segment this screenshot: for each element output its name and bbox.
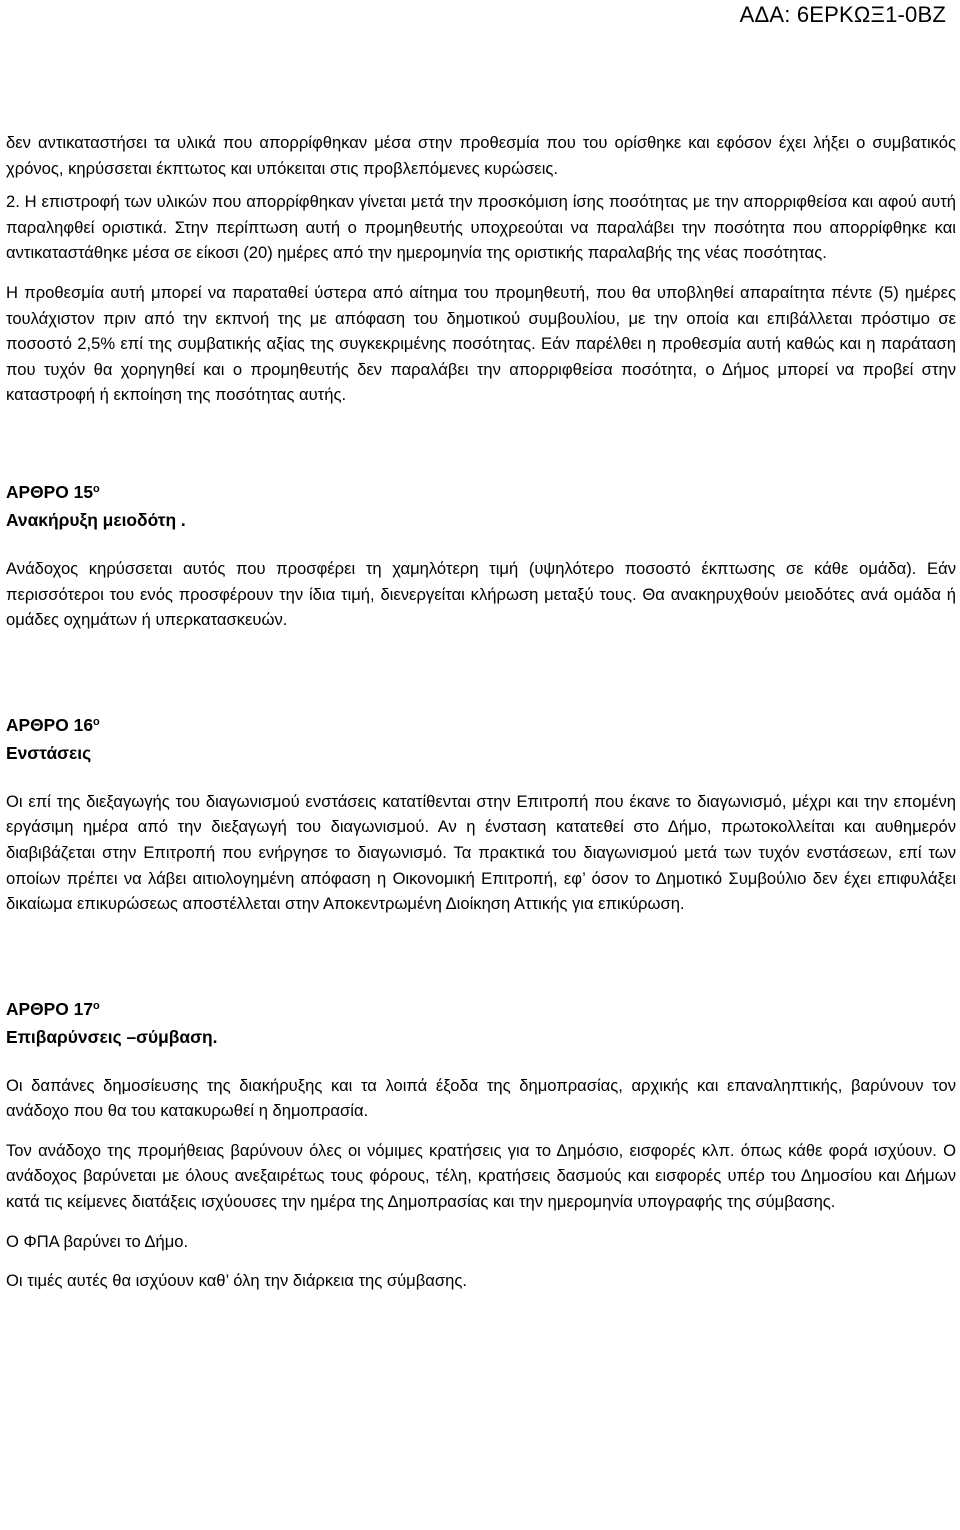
ordinal-mark: ο [93, 482, 100, 495]
ordinal-mark: ο [93, 999, 100, 1012]
paragraph: δεν αντικαταστήσει τα υλικά που απορρίφθηκαν μέσα στην προθεσμία που του ορίσθηκε και εφόσον έχει λήξει ο συμβατικός χρόνος, κηρύσσεται έκπτωτος και υπόκειται στις προβλεπόμενες κυρώσεις. [6, 133, 956, 178]
article-label: ΑΡΘΡΟ 15 [6, 481, 93, 502]
ordinal-mark: ο [93, 715, 100, 728]
paragraph: 2. Η επιστροφή των υλικών που απορρίφθηκαν γίνεται μετά την προσκόμιση ίσης ποσότητας με την απορριφθείσα και αφού αυτή παραληφθεί οριστικά. Στην περίπτωση αυτή ο προμηθευτής υποχρεούται να παραλάβει την ποσότητα που απορρίφθηκε και αντικαταστάθηκε μέσα σε είκοσι (20) ημέρες από την ημερομηνία της οριστικής παραλαβής της νέας ποσότητας. [6, 192, 956, 263]
article-15-title [6, 478, 956, 506]
article-16-title [6, 711, 956, 739]
document-code: ΑΔΑ: 6ΕΡΚΩΞ1-0ΒΖ [739, 2, 946, 27]
paragraph: Ο ΦΠΑ βαρύνει το Δήμο. [6, 1231, 189, 1251]
paragraph: Οι τιμές αυτές θα ισχύουν καθ’ όλη την διάρκεια της σύμβασης. [6, 1271, 467, 1291]
paragraph: Η προθεσμία αυτή μπορεί να παραταθεί ύστερα από αίτημα του προμηθευτή, που θα υποβληθεί απαραίτητα πέντε (5) ημέρες τουλάχιστον πριν από την εκπνοή της με απόφαση του δημοτικού συμβουλίου, με την οποία και επιβάλλεται πρόστιμο σε ποσοστό 2,5% επί της συμβατικής αξίας της συγκεκριμένης ποσότητας. Εάν παρέλθει η προθεσμία αυτή καθώς και η παράταση που τυχόν θα χορηγηθεί και ο προμηθευτής δεν παραλάβει την απορριφθείσα ποσότητα, ο Δήμος μπορεί να προβεί στην καταστροφή ή εκποίηση της ποσότητας αυτής. [6, 282, 956, 405]
paragraph: Ανάδοχος κηρύσσεται αυτός που προσφέρει τη χαμηλότερη τιμή (υψηλότερο ποσοστό έκπτωσης σε κάθε ομάδα). Εάν περισσότεροι του ενός προσφέρουν την ίδια τιμή, διενεργείται κλήρωση μεταξύ τους. Θα ανακηρυχθούν μειοδότες ανά ομάδα ή ομάδες οχημάτων ή υπερκατασκευών. [6, 558, 956, 630]
article-16-subtitle: Ενστάσεις [6, 742, 92, 763]
paragraph: Οι δαπάνες δημοσίευσης της διακήρυξης και τα λοιπά έξοδα της δημοπρασίας, αρχικής και επαναληπτικής, βαρύνουν τον ανάδοχο που θα του κατακυρωθεί η δημοπρασία. [6, 1075, 956, 1121]
paragraph: Τον ανάδοχο της προμήθειας βαρύνουν όλες οι νόμιμες κρατήσεις για το Δημόσιο, εισφορές κλπ. όπως κάθε φορά ισχύουν. Ο ανάδοχος βαρύνεται με όλους ανεξαιρέτως τους φόρους, τέλη, κρατήσεις δασμούς και εισφορές υπέρ του Δημοσίου και Δήμων κατά τις κείμενες διατάξεις ισχύουσες την ημέρα της Δημοπρασίας και την ημερομηνία υπογραφής της σύμβασης. [6, 1140, 956, 1212]
article-label: ΑΡΘΡΟ 17 [6, 998, 93, 1019]
paragraph: Οι επί της διεξαγωγής του διαγωνισμού ενστάσεις κατατίθενται στην Επιτροπή που έκανε το διαγωνισμό, μέχρι και την επομένη εργάσιμη ημέρα από την διεξαγωγή του διαγωνισμού. Αν η ένσταση κατατεθεί στο Δήμο, πρωτοκολλείται και αυθημερόν διαβιβάζεται στην Επιτροπή που ενήργησε το διαγωνισμό. Τα πρακτικά του διαγωνισμού μετά των τυχόν ενστάσεων, επί των οποίων πρέπει να λάβει αιτιολογημένη απόφαση η Οικονομική Επιτροπή, εφ’ όσον το Δημοτικό Συμβούλιο δεν έχει επιφυλάξει δικαίωμα επικυρώσεως αποστέλλεται στην Αποκεντρωμένη Διοίκηση Αττικής για επικύρωση. [6, 791, 956, 914]
article-label: ΑΡΘΡΟ 16 [6, 714, 93, 735]
article-17-title [6, 995, 956, 1023]
article-17-subtitle: Επιβαρύνσεις –σύμβαση. [6, 1026, 218, 1047]
article-15-subtitle: Ανακήρυξη μειοδότη . [6, 509, 186, 530]
document-body [6, 130, 956, 1294]
